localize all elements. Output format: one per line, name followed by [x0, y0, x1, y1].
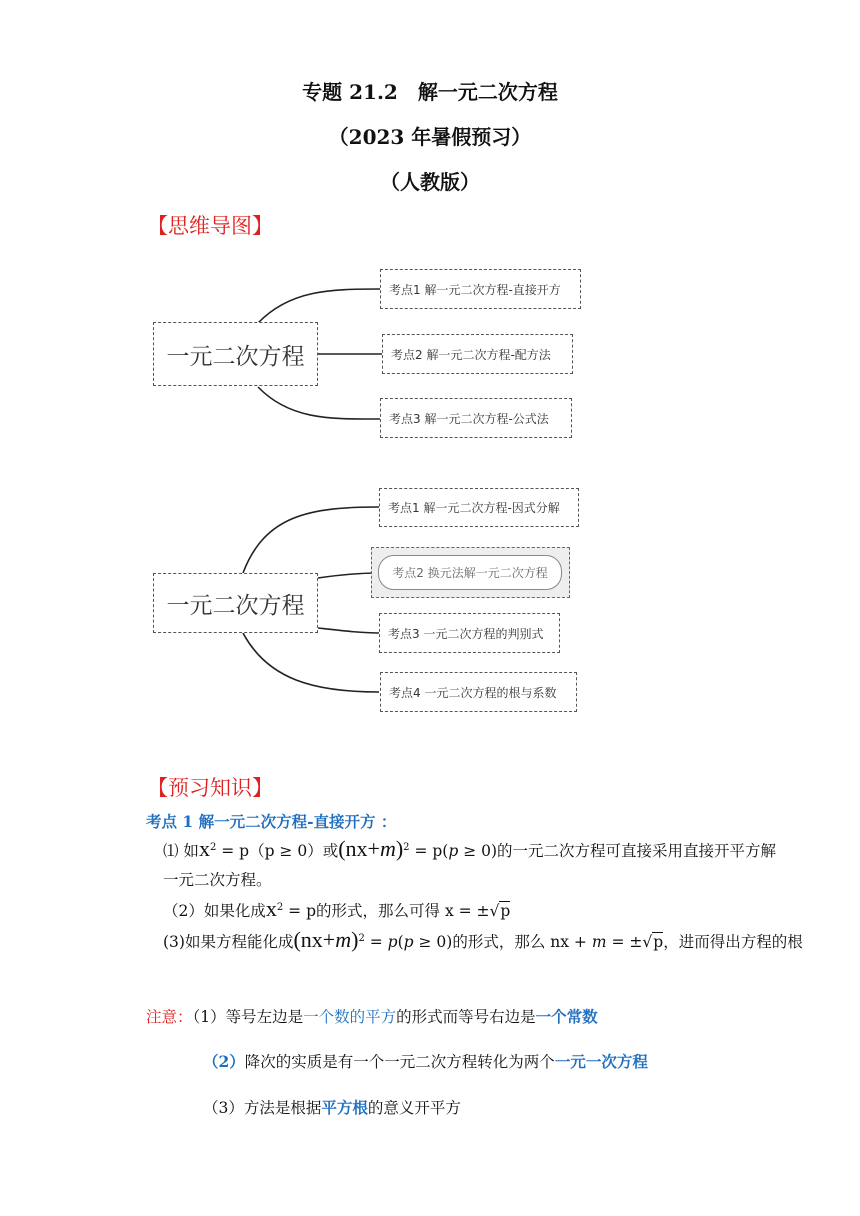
item3-paren-close: ) [351, 927, 359, 952]
mindmap2-node-1: 考点1 解一元二次方程-因式分解 [379, 488, 579, 527]
item1-plus: + [367, 836, 380, 861]
note3-a: （3）方法是根据 [203, 1099, 322, 1117]
connector-2-1 [243, 507, 379, 573]
item1-paren-open: ( [338, 836, 346, 861]
note1-highlight2: 一个常数 [535, 1007, 598, 1026]
item1-line1 [163, 836, 776, 862]
item2-sqrt: √ [489, 902, 500, 920]
item1-p: p [448, 842, 459, 860]
item3-pm: = ± [606, 933, 643, 951]
item1-exp: 2 [209, 841, 217, 853]
page-subtitle: （2023 年暑假预习） [328, 125, 532, 149]
item3-suffix: ，进而得出方程的根 [663, 933, 803, 951]
connector-1-3 [258, 387, 380, 419]
item2-x: x [265, 896, 277, 921]
item3-nx: nx [300, 927, 323, 952]
mindmap1-root: 一元二次方程 [153, 322, 318, 386]
mindmap2-root: 一元二次方程 [153, 573, 318, 633]
note3-highlight: 平方根 [321, 1098, 368, 1117]
item2-radicand: p [500, 902, 511, 920]
mindmap2-node-2: 考点2 换元法解一元二次方程 [378, 555, 562, 590]
item3-p: p [387, 933, 398, 951]
item1-ge: ≥ 0)的一元二次方程可直接采用直接开平方解 [458, 842, 777, 860]
mindmap1-node-1: 考点1 解一元二次方程-直接开方 [380, 269, 581, 309]
note2-text: 降次的实质是有一个一元二次方程转化为两个 [244, 1053, 555, 1071]
mindmap2-node-3: 考点3 一元二次方程的判别式 [379, 613, 560, 653]
item3-exp: 2 [358, 932, 365, 944]
mindmap-section-label: 【思维导图】 [147, 214, 273, 238]
item1-eq2: = p( [409, 842, 449, 860]
item3-m: m [335, 927, 352, 952]
note-line1 [146, 1005, 598, 1027]
item1-prefix: ⑴ 如 [163, 842, 199, 860]
preview-section-label: 【预习知识】 [147, 776, 273, 800]
item1-m: m [379, 836, 396, 861]
mindmap1-node-3: 考点3 解一元二次方程-公式法 [380, 398, 572, 438]
item1-nx: nx [345, 836, 368, 861]
note-line3 [203, 1096, 461, 1118]
item2-line [163, 896, 510, 922]
connector-2-4 [243, 633, 379, 692]
note1-highlight1: 一个数的平方 [303, 1008, 397, 1026]
item1-paren-close: ) [395, 836, 404, 861]
note1-a: （1）等号左边是 [192, 1008, 304, 1026]
mindmap1-node-2: 考点2 解一元二次方程-配方法 [382, 334, 573, 374]
item2-mid: = p的形式，那么可得 x = ± [283, 902, 490, 920]
item3-paren: ( [397, 933, 404, 951]
item3-sqrt: √ [642, 933, 653, 951]
note3-c: 的意义开平方 [367, 1099, 461, 1117]
item1-x: x [198, 836, 210, 861]
note-line2 [203, 1050, 648, 1072]
note-label: 注意： [146, 1008, 193, 1026]
item3-line [163, 927, 803, 953]
connector-2-3 [318, 628, 379, 633]
topic-heading: 考点 1 解一元二次方程-直接开方 ： [146, 812, 397, 831]
item1-eq1: = p（p ≥ 0）或 [216, 842, 339, 860]
item3-plus: + [322, 927, 336, 952]
connector-2-2 [318, 573, 379, 578]
item3-prefix: (3)如果方程能化成 [163, 933, 294, 951]
item3-ge: ≥ 0)的形式，那么 nx + [413, 933, 592, 951]
note2-number: （2） [203, 1052, 245, 1071]
item3-m2: m [591, 933, 607, 951]
item1-exp2: 2 [403, 841, 410, 853]
note2-highlight: 一元一次方程 [554, 1052, 648, 1071]
mindmap2-node-4: 考点4 一元二次方程的根与系数 [380, 672, 577, 712]
note1-c: 的形式而等号右边是 [396, 1008, 536, 1026]
item3-radicand: p [653, 933, 664, 951]
item3-paren-open: ( [293, 927, 301, 952]
item3-p2: p [403, 933, 414, 951]
item2-exp: 2 [276, 901, 284, 913]
item2-prefix: （2）如果化成 [163, 902, 266, 920]
page-edition: （人教版） [380, 170, 480, 194]
page-title: 专题 21.2 解一元二次方程 [302, 80, 558, 104]
mindmap2-node-2-selection [371, 547, 570, 598]
item3-eq: = [364, 933, 388, 951]
connector-1-1 [258, 289, 380, 323]
item1-line2: 一元二次方程。 [163, 871, 272, 889]
